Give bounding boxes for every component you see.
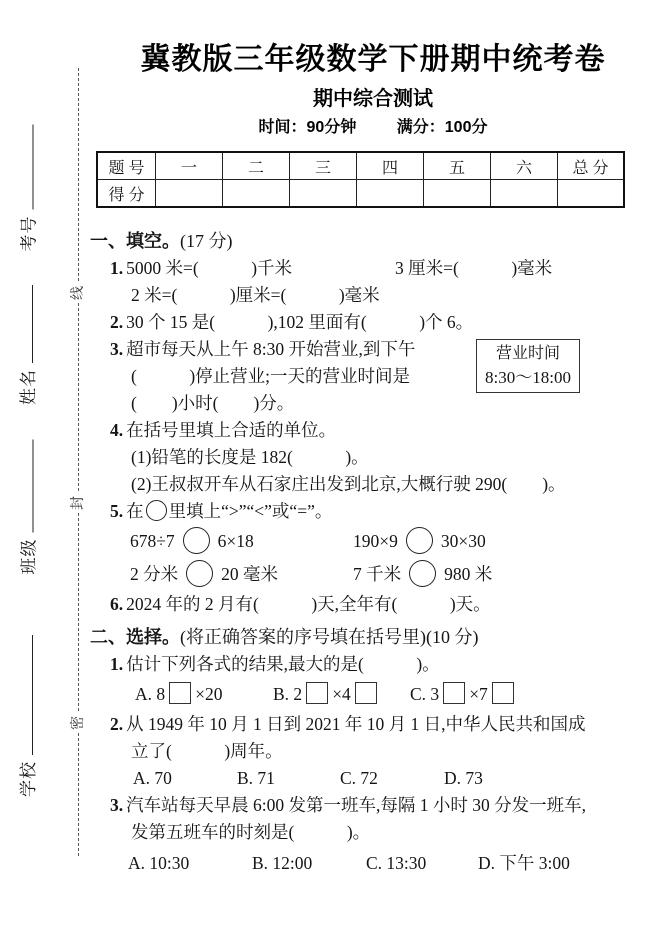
question-s1-2: [90, 309, 656, 336]
question-s2-1: [90, 651, 656, 711]
compare-circle-icon: [409, 560, 436, 587]
blank-box-icon: [492, 682, 514, 704]
score-header-cell: 五: [424, 152, 491, 180]
q1-line1-right: 3 厘米=( )毫米: [395, 258, 553, 278]
question-number: 1.: [110, 654, 124, 674]
score-table-score-row: [97, 180, 624, 208]
question-number: 6.: [110, 594, 124, 614]
q2-text: 30 个 15 是( ),102 里面有( )个 6。: [126, 312, 474, 332]
option: B. 2 ×4: [273, 678, 381, 711]
q4-text: 在括号里填上合适的单位。: [126, 420, 337, 440]
question-s1-1: [90, 255, 656, 309]
paper-subtitle: 期中综合测试: [313, 88, 433, 110]
question-number: 3.: [110, 339, 124, 359]
name-blank-line: [20, 285, 33, 363]
s2q2-options-row: [90, 765, 656, 792]
question-s2-3: [90, 792, 656, 877]
option: C. 13:30: [366, 853, 427, 873]
score-header-cell: 题 号: [97, 152, 156, 180]
paper-title: 冀教版三年级数学下册期中统考卷: [140, 43, 606, 76]
question-number: 2.: [110, 312, 124, 332]
full-score: 满分：100分: [396, 119, 488, 136]
score-header-cell: 四: [357, 152, 424, 180]
section2-points: (10 分): [426, 627, 479, 647]
q5-comparison-rows: [90, 525, 656, 591]
comparison-pair: [130, 558, 278, 591]
score-header-cell: 一: [156, 152, 223, 180]
q3-line3: ( )小时( )分。: [131, 393, 295, 413]
seal-char-feng: 封: [69, 493, 89, 513]
section2-heading: [90, 624, 656, 651]
comparison-pair: [353, 558, 492, 591]
s2q2-line1: 从 1949 年 10 月 1 日到 2021 年 10 月 1 日,中华人民共和国成: [126, 714, 586, 734]
q5-text-after: 里填上“>”“<”或“=”。: [168, 501, 333, 521]
score-table: [96, 151, 625, 208]
option: A. 8 ×20: [135, 684, 223, 704]
score-header-cell: 总 分: [558, 152, 625, 180]
q3-line2: ( )停止营业;一天的营业时间是: [131, 366, 411, 386]
comparison-pair: [353, 525, 486, 558]
class-label: 班级: [19, 538, 38, 575]
question-s1-5: [90, 498, 656, 591]
name-label: 姓名: [18, 369, 38, 405]
q4-sub1: (1)铅笔的长度是 182( )。: [131, 447, 369, 467]
question-s1-6: [90, 591, 656, 618]
question-number: 5.: [110, 501, 124, 521]
s2q1-text: 估计下列各式的结果,最大的是( )。: [126, 654, 440, 674]
comparison-right: 20 毫米: [221, 564, 278, 584]
score-cell: [156, 180, 223, 208]
business-hours-time: 8:30～18:00: [485, 368, 571, 387]
q3-line1: 超市每天从上午 8:30 开始营业,到下午: [126, 339, 416, 359]
option: D. 下午 3:00: [478, 853, 570, 873]
time-limit: 时间：90分钟: [258, 119, 357, 136]
s2q2-line2: 立了( )周年。: [131, 741, 283, 761]
q1-line1-left: 5000 米=( )千米: [126, 258, 293, 278]
seal-char-xian: 线: [69, 283, 89, 303]
comparison-left: 190×9: [353, 531, 398, 551]
option: A. 10:30: [128, 853, 190, 873]
paper-meta: [90, 118, 656, 138]
school-label: 学校: [18, 761, 38, 797]
question-number: 2.: [110, 714, 124, 734]
q5-row: [90, 525, 656, 558]
question-number: 1.: [110, 258, 124, 278]
score-cell: [223, 180, 290, 208]
comparison-right: 30×30: [440, 531, 486, 551]
blank-box-icon: [443, 682, 465, 704]
class-field: [10, 440, 44, 575]
question-s2-2: [90, 711, 656, 792]
compare-circle-icon: [146, 500, 167, 521]
score-header-cell: 六: [491, 152, 558, 180]
s2q3-line1: 汽车站每天早晨 6:00 发第一班车,每隔 1 小时 30 分发一班车,: [126, 795, 586, 815]
question-number: 4.: [110, 420, 124, 440]
q1-line2: 2 米=( )厘米=( )毫米: [131, 285, 380, 305]
blank-box-icon: [169, 682, 191, 704]
question-s1-4: [90, 417, 656, 498]
question-number: 3.: [110, 795, 124, 815]
s2q3-options-row: [90, 850, 656, 877]
exam-number-field: [10, 125, 44, 252]
score-cell: [290, 180, 357, 208]
comparison-left: 2 分米: [130, 564, 179, 584]
section1-heading: [90, 228, 656, 255]
score-cell: [558, 180, 625, 208]
score-header-cell: 二: [223, 152, 290, 180]
class-blank-line: [20, 440, 33, 533]
comparison-left: 7 千米: [353, 564, 402, 584]
score-table-header-row: [97, 152, 624, 180]
exam-number-label: 考号: [19, 215, 38, 252]
business-hours-title: 营业时间: [495, 345, 560, 362]
section1-title: 一、填空。: [90, 231, 180, 251]
blank-box-icon: [355, 682, 377, 704]
compare-circle-icon: [186, 560, 213, 587]
section1-points: (17 分): [180, 231, 233, 251]
score-header-cell: 三: [290, 152, 357, 180]
exam-number-blank-line: [20, 125, 33, 210]
option: C. 3 ×7: [410, 678, 518, 711]
q6-text: 2024 年的 2 月有( )天,全年有( )天。: [126, 594, 491, 614]
comparison-right: 6×18: [217, 531, 254, 551]
s2q1-options-row: [90, 678, 656, 711]
section2-note: (将正确答案的序号填在括号里): [180, 627, 426, 647]
school-field: [9, 635, 43, 797]
q4-sub2: (2)王叔叔开车从石家庄出发到北京,大概行驶 290( )。: [131, 474, 566, 494]
business-hours-box: [476, 339, 580, 393]
compare-circle-icon: [406, 527, 433, 554]
option: B. 12:00: [252, 853, 313, 873]
q5-text-before: 在: [126, 501, 144, 521]
option: D. 73: [444, 768, 483, 788]
score-row-label: 得 分: [97, 180, 156, 208]
section2-title: 二、选择。: [90, 627, 180, 647]
score-cell: [357, 180, 424, 208]
question-s1-3: [90, 336, 656, 417]
school-blank-line: [20, 635, 33, 755]
seal-margin: [0, 0, 90, 926]
seal-dashed-line: [78, 68, 79, 856]
score-cell: [424, 180, 491, 208]
q5-row: [90, 558, 656, 591]
exam-content: [90, 28, 656, 877]
compare-circle-icon: [183, 527, 210, 554]
blank-box-icon: [306, 682, 328, 704]
option: B. 71: [237, 768, 275, 788]
comparison-pair: [130, 525, 254, 558]
seal-char-mi: 密: [69, 713, 89, 733]
option: C. 72: [340, 768, 378, 788]
score-cell: [491, 180, 558, 208]
s2q3-line2: 发第五班车的时刻是( )。: [131, 822, 371, 842]
comparison-right: 980 米: [444, 564, 493, 584]
name-field: [9, 285, 43, 405]
comparison-left: 678÷7: [130, 531, 175, 551]
option: A. 70: [133, 768, 172, 788]
